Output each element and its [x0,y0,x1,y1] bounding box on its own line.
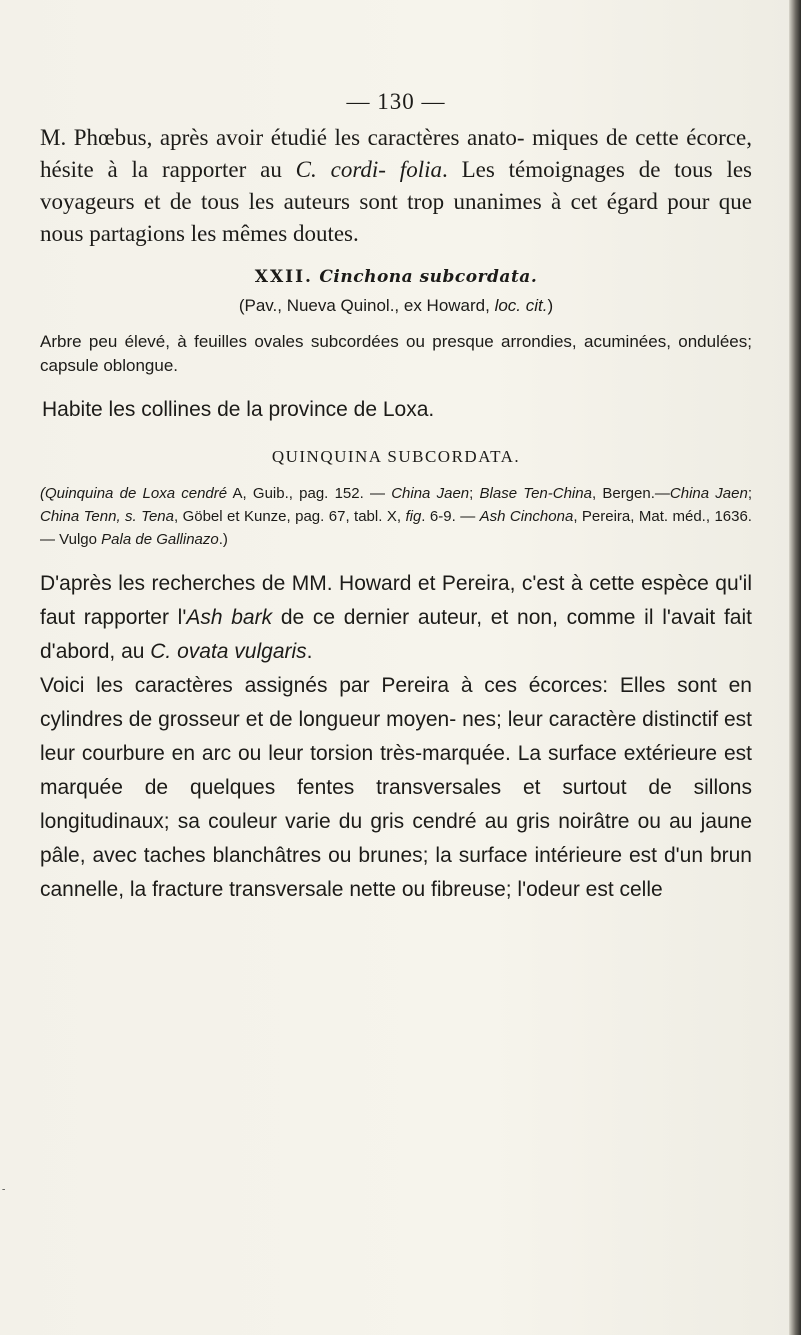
synonyms-line [40,294,752,318]
section-numeral: XXII. [254,267,313,287]
para1-text-c: de ce dernier auteur, et non, comme il l'avait fait d'abord, au [40,606,752,663]
section-heading [40,266,752,288]
main-paragraph-1 [40,567,752,669]
ref-16: .) [218,531,228,548]
ref-3: China Jaen [391,485,470,502]
ref-7: China Jaen [669,485,748,502]
ref-14: , Pereira, Mat. méd., 1636. — Vulgo [40,508,752,548]
ref-12: . 6-9. — [421,508,480,525]
ref-13: Ash Cinchona [479,508,574,525]
synonyms-loc: loc. cit. [494,296,548,315]
para1-species-ref: C. ovata vulgaris [150,640,307,663]
ref-8: ; [747,485,753,502]
ref-6: , Bergen.— [591,485,670,502]
para1-text-a: D'après les recherches de MM. Howard et Pereira, c'est à cette espèce qu'il faut rapporter l' [40,572,752,629]
main-paragraph-2: Voici les caractères assignés par Pereira à ces écorces: Elles sont en cylindres de grosseur et de longueur moyen- nes; leur caractère distinctif est leur courbure en arc ou leur torsion très-marquée. La surface extérieure est marquée de quelques fentes transversales et surtout de sillons longitudinaux; sa couleur varie du gris cendré au gris noirâtre ou au jaune pâle, avec taches blanchâtres ou brunes; la surface intérieure est d'un brun cannelle, la fracture transversale nette ou fibreuse; l'odeur est celle [40,674,752,901]
margin-mark: - [2,1184,6,1195]
section-species-name: Cinchona subcordata. [319,267,538,287]
ref-10: , Göbel et Kunze, pag. 67, tabl. X, [173,508,406,525]
intro-text-2: . Les témoignages de tous les voyageurs et de tous les auteurs sont trop unanimes à cet égard pour que nous partagions les mêmes doutes. [40,157,753,246]
page-number: — 130 — [346,89,446,114]
para1-ash-bark: Ash bark [186,606,273,629]
ref-1: (Quinquina de Loxa cendré [40,485,228,502]
ref-5: Blase Ten-China [479,485,592,502]
references-paragraph [40,482,752,551]
intro-text-1: M. Phœbus, après avoir étudié les caractères anato- miques de cette écorce, hésite à la rapporter au [40,125,752,182]
ref-2: A, Guib., pag. 152. — [227,485,392,502]
ref-9: China Tenn, s. Tena [40,508,174,525]
ref-15: Pala de Gallinazo [101,531,219,548]
latin-heading: QUINQUINA SUBCORDATA. [271,447,521,466]
intro-species-ref: C. cordi- folia [295,157,442,182]
ref-11: fig [405,508,422,525]
intro-paragraph [40,122,752,250]
para1-text-e: . [306,640,313,663]
habitat-line: Habite les collines de la province de Loxa. [42,398,435,421]
species-description: Arbre peu élevé, à feuilles ovales subcordées ou presque arrondies, acuminées, ondulées; capsule oblongue. [40,332,752,375]
page-edge-shadow [789,0,801,1335]
ref-4: ; [469,485,480,502]
synonyms-open: (Pav., Nueva Quinol., ex Howard, [238,296,495,315]
synonyms-close: ) [547,296,554,315]
page-content [40,88,752,907]
